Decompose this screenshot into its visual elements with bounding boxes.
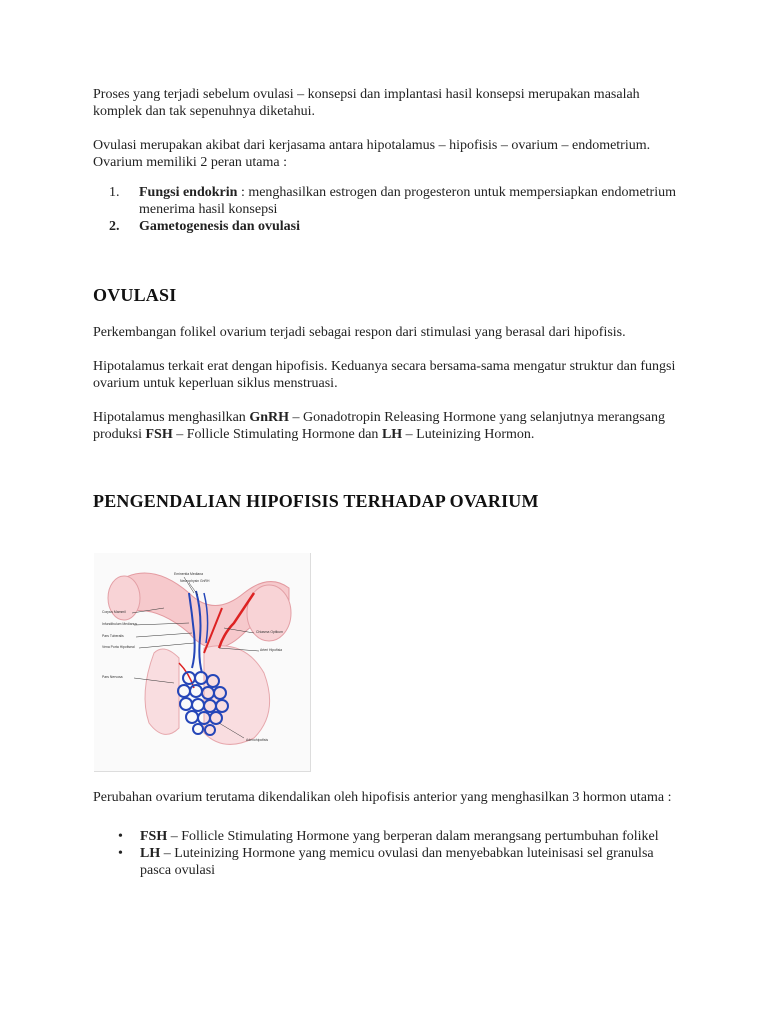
figure-label: Adenohipofisis [246, 738, 269, 742]
bullet-icon: • [118, 846, 123, 861]
list-item-bold: Gametogenesis dan ovulasi [139, 219, 301, 234]
ovulasi-heading: OVULASI [93, 285, 177, 305]
text-run: – Luteinizing Hormon. [402, 427, 535, 442]
hormone-list [93, 828, 683, 879]
document-page [93, 86, 683, 512]
list-item [93, 828, 683, 845]
bullet-icon: • [118, 829, 123, 844]
figure-label: Eminentia Mediana [174, 572, 204, 576]
list-item-bold: FSH [140, 829, 168, 844]
list-item [93, 845, 683, 879]
document-page-bottom [93, 789, 683, 879]
list-item-text: – Follicle Stimulating Hormone yang berperan dalam merangsang pertumbuhan folikel [167, 829, 659, 844]
text-run: – Follicle Stimulating Hormone dan [172, 427, 382, 442]
figure-label: Pars Nervosa [102, 675, 123, 679]
text-run: – Gonadotropin Releasing Hormone yang selanjutnya merangsang produksi [93, 410, 665, 442]
ovulasi-paragraph-1: Perkembangan folikel ovarium terjadi sebagai respon dari stimulasi yang berasal dari hipofisis. [93, 325, 626, 340]
text-run: Hipotalamus menghasilkan [93, 410, 250, 425]
list-item-text: : menghasilkan estrogen dan progesteron untuk mempersiapkan endometrium menerima hasil konsepsi [139, 185, 676, 217]
list-item [92, 218, 683, 235]
intro-paragraph-1: Proses yang terjadi sebelum ovulasi – konsepsi dan implantasi hasil konsepsi merupakan masalah komplek dan tak sepenuhnya diketahui. [93, 87, 640, 119]
pituitary-diagram [94, 553, 311, 772]
list-number: 2. [109, 219, 120, 234]
pengendalian-heading: PENGENDALIAN HIPOFISIS TERHADAP OVARIUM [93, 491, 539, 511]
list-item [92, 184, 683, 218]
gnrh-bold: GnRH [249, 410, 289, 425]
figure-label: Chiasma Optikum [256, 630, 283, 634]
figure-label: Infundibulum Medianus [102, 622, 138, 626]
figure-label: Vena Porta Hipofiseal [102, 645, 135, 649]
figure-label: Arteri Hipofisia [260, 648, 283, 652]
list-item-bold: Fungsi endokrin [139, 185, 238, 200]
figure-label: Neurophysin GnRH [180, 579, 210, 583]
list-number: 1. [109, 185, 120, 200]
ovary-roles-list [92, 184, 683, 235]
ovulasi-paragraph-3 [93, 409, 683, 443]
lh-bold: LH [381, 427, 403, 442]
list-item-bold: LH [140, 846, 161, 861]
figure-label: Corpus Mammil [102, 610, 126, 614]
fsh-bold: FSH [145, 427, 173, 442]
ovulasi-paragraph-2: Hipotalamus terkait erat dengan hipofisis. Keduanya secara bersama-sama mengatur struktur dan fungsi ovarium untuk keperluan siklus menstruasi. [93, 359, 676, 391]
pituitary-diagram-svg [94, 553, 310, 771]
intro-paragraph-2: Ovulasi merupakan akibat dari kerjasama antara hipotalamus – hipofisis – ovarium – endometrium. Ovarium memiliki 2 peran utama : [93, 138, 651, 170]
figure-label: Pars Tuberalis [102, 634, 124, 638]
pengendalian-paragraph-1: Perubahan ovarium terutama dikendalikan oleh hipofisis anterior yang menghasilkan 3 hormon utama : [93, 790, 672, 805]
list-item-text: – Luteinizing Hormone yang memicu ovulasi dan menyebabkan luteinisasi sel granulsa pasca ovulasi [140, 846, 654, 878]
